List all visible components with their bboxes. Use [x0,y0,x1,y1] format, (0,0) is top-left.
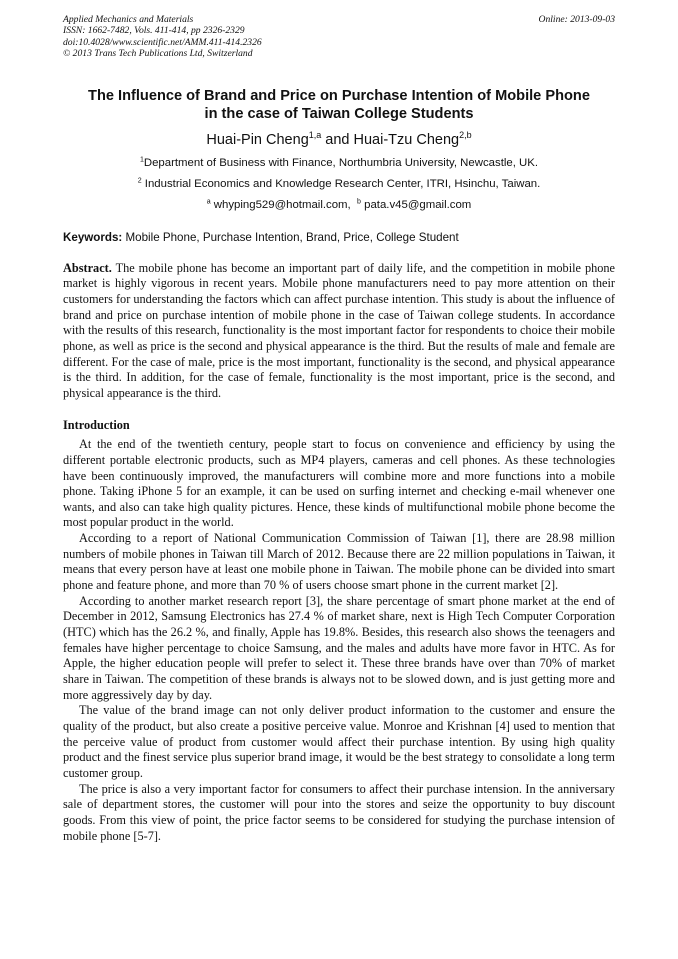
abstract [63,260,619,402]
paper-title [63,87,615,123]
affiliation-1-sup: 1 [139,156,144,164]
online-date: Online: 2013-09-03 [538,14,615,25]
intro-paragraph: The value of the brand image can not only deliver product information to the customer and ensure the quality of the product, but also create a positive perceive value. Monroe and Krishnan [4] used to mention that the perceive value of product from customer would affect their purchase intention. By using high quality product and the finest service plus superior brand image, it would be the best strategy to consolidate a long term customer group. [63,703,615,780]
introduction-heading: Introduction [63,417,130,432]
title-line-1: The Influence of Brand and Price on Purchase Intention of Mobile Phone [88,87,590,104]
affiliation-2-text: Industrial Economics and Knowledge Research Center, ITRI, Hsinchu, Taiwan. [141,177,541,190]
copyright-line: © 2013 Trans Tech Publications Ltd, Switzerland [63,48,253,60]
author-2: Huai-Tzu Cheng [353,131,460,148]
keywords [63,231,615,245]
author-and: and [321,131,354,148]
email-line [63,198,615,212]
intro-paragraph: According to a report of National Communication Commission of Taiwan [1], there are 28.98 million numbers of mobile phones in Taiwan till March of 2012. Because there are 22 million populations in Taiwan, it means that every person have at least one mobile phone in Taiwan. The mobile phone can be divided into smart phone and feature phone, and more than 70 % of users choose smart phone in the current market [2]. [63,531,615,593]
email-a-sup: a [206,198,211,206]
intro-paragraph: The price is also a very important factor for consumers to affect their purchase intension. In the anniversary sale of department stores, the customer will pour into the stores and seize the opportunity to buy discount goods. From this view of point, the price factor seems to be considered for studying the purchase intension of mobile phone [5-7]. [63,781,615,843]
email-b[interactable]: pata.v45@gmail.com [360,198,472,211]
author-2-sup: 2,b [459,129,472,140]
issn-line: ISSN: 1662-7482, Vols. 411-414, pp 2326-2329 [63,25,245,37]
journal-name: Applied Mechanics and Materials [63,14,194,25]
affiliation-2 [63,177,615,191]
affiliation-1-text: Department of Business with Finance, Northumbria University, Newcastle, UK. [143,156,539,169]
email-b-sup: b [357,198,361,206]
keywords-label: Keywords: [63,230,123,244]
intro-paragraph: According to another market research report [3], the share percentage of smart phone market at the end of December in 2012, Samsung Electronics has 27.4 % of market share, next is High Tech Computer Corporation (HTC) which has the 26.2 %, and finally, Apple has 19.8%. Besides, this research also shows the teenagers and females have higher percentage to choice Samsung, and the males and adults have more favor in HTC. As for Apple, the higher education people will prefer to select it. These three brands have over than 70% of market share in Taiwan. The competition of these brands is always not to be slowed down, and is just getting more and more aggressively day by day. [63,593,615,702]
title-line-2: in the case of Taiwan College Students [204,105,474,122]
intro-paragraph: At the end of the twentieth century, people start to focus on convenience and efficiency by using the different portable electronic products, such as MP4 players, cameras and cell phones. As these technologies have been continuously improved, the manufacturers will combine more and more functions into a mobile phone. Taking iPhone 5 for an example, it can be used on surfing internet and checking e-mail whenever one wants, and also can take high quality pictures. Hence, these kinds of multifunctional mobile phone become the most popular product in the world. [63,437,615,530]
author-1-sup: 1,a [308,129,322,140]
paper-page [63,14,619,844]
author-1: Huai-Pin Cheng [206,131,309,148]
author-line [63,130,615,150]
keywords-text: Mobile Phone, Purchase Intention, Brand, Price, College Student [122,230,459,244]
abstract-text: The mobile phone has become an important part of daily life, and the competition in mobile phone market is highly vigorous in recent years. Mobile phone manufacturers need to pay more attention on their customers for understanding the factors which can affect purchase intention. This study is about the influence of brand and price on purchase intention of mobile phone in the case of Taiwan college students. In accordance with the results of this research, functionality is the most important factor for respondents to choice their mobile phone, as well as price is the second and physical appearance is the third. But the results of male and female are different. For the case of male, price is the most important, functionality is the second, and physical appearance is the third. In addition, for the case of female, functionality is the most important, price is the second, and physical appearance is the third. [63,260,619,400]
doi-line: doi:10.4028/www.scientific.net/AMM.411-414.2326 [63,36,262,48]
affiliation-2-sup: 2 [137,177,142,185]
abstract-label: Abstract. [63,260,112,275]
introduction-body [63,437,615,844]
affiliation-1 [63,156,615,170]
email-a[interactable]: whyping529@hotmail.com, [210,198,351,211]
journal-header [63,14,615,60]
